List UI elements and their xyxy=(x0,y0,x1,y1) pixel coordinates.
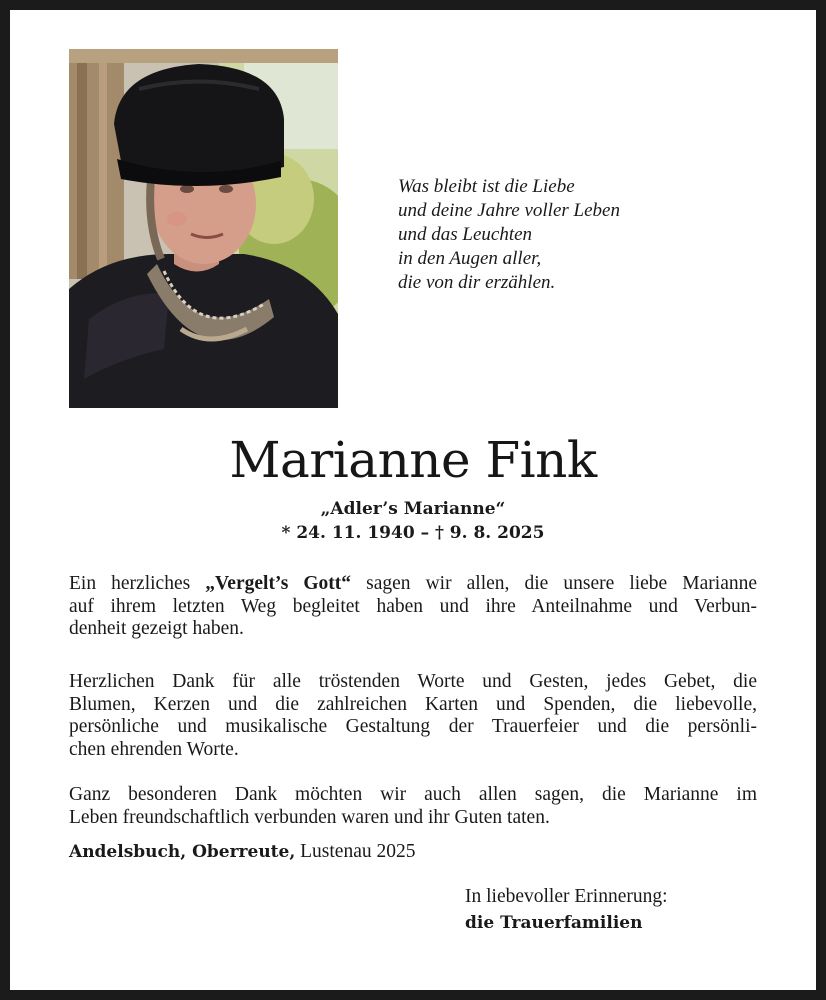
deceased-name: Marianne Fink xyxy=(229,431,597,489)
paragraph-line: Blumen, Kerzen und die zahlreichen Karten und Spenden, die liebevolle, xyxy=(69,693,757,715)
memorial-verse xyxy=(398,175,778,295)
text-run: sagen wir allen, die unsere liebe Marianne xyxy=(351,573,758,594)
nickname: „Adler’s Marianne“ xyxy=(320,499,506,519)
life-dates: * 24. 11. 1940 – † 9. 8. 2025 xyxy=(281,523,545,543)
verse-line: und das Leuchten xyxy=(398,224,533,245)
verse-line: in den Augen aller, xyxy=(398,248,542,269)
closing-memory: In liebevoller Erinnerung: xyxy=(465,886,668,907)
place-names: Andelsbuch, Oberreute, xyxy=(69,842,296,862)
paragraph-line: chen ehrenden Worte. xyxy=(69,738,239,760)
place-and-year xyxy=(69,840,416,864)
thanks-paragraph-1 xyxy=(69,573,757,641)
closing-family: die Trauerfamilien xyxy=(465,913,643,933)
thanks-paragraph-3 xyxy=(69,784,757,829)
obituary-card xyxy=(10,10,816,990)
paragraph-line: Leben freundschaftlich verbunden waren und ihr Guten taten. xyxy=(69,806,550,828)
text-run: Ein herzliches xyxy=(69,573,206,594)
place-rest: Lustenau 2025 xyxy=(295,841,416,862)
paragraph-line: Ganz besonderen Dank möchten wir auch allen sagen, die Marianne im xyxy=(69,784,757,805)
paragraph-line: auf ihrem letzten Weg begleitet haben und ihre Anteilnahme und Verbun- xyxy=(69,595,757,617)
paragraph-line: Herzlichen Dank für alle tröstenden Worte und Gesten, jedes Gebet, die xyxy=(69,671,757,692)
verse-line: die von dir erzählen. xyxy=(398,272,556,293)
paragraph-line: persönliche und musikalische Gestaltung der Trauerfeier und die persönli- xyxy=(69,716,757,737)
vergelts-gott-phrase: „Vergelt’s Gott“ xyxy=(205,573,352,594)
verse-line: und deine Jahre voller Leben xyxy=(398,200,620,221)
portrait-photo xyxy=(69,49,338,408)
thanks-paragraph-2 xyxy=(69,671,757,761)
paragraph-line xyxy=(69,573,757,596)
verse-line: Was bleibt ist die Liebe xyxy=(398,176,575,197)
paragraph-line: denheit gezeigt haben. xyxy=(69,618,244,639)
